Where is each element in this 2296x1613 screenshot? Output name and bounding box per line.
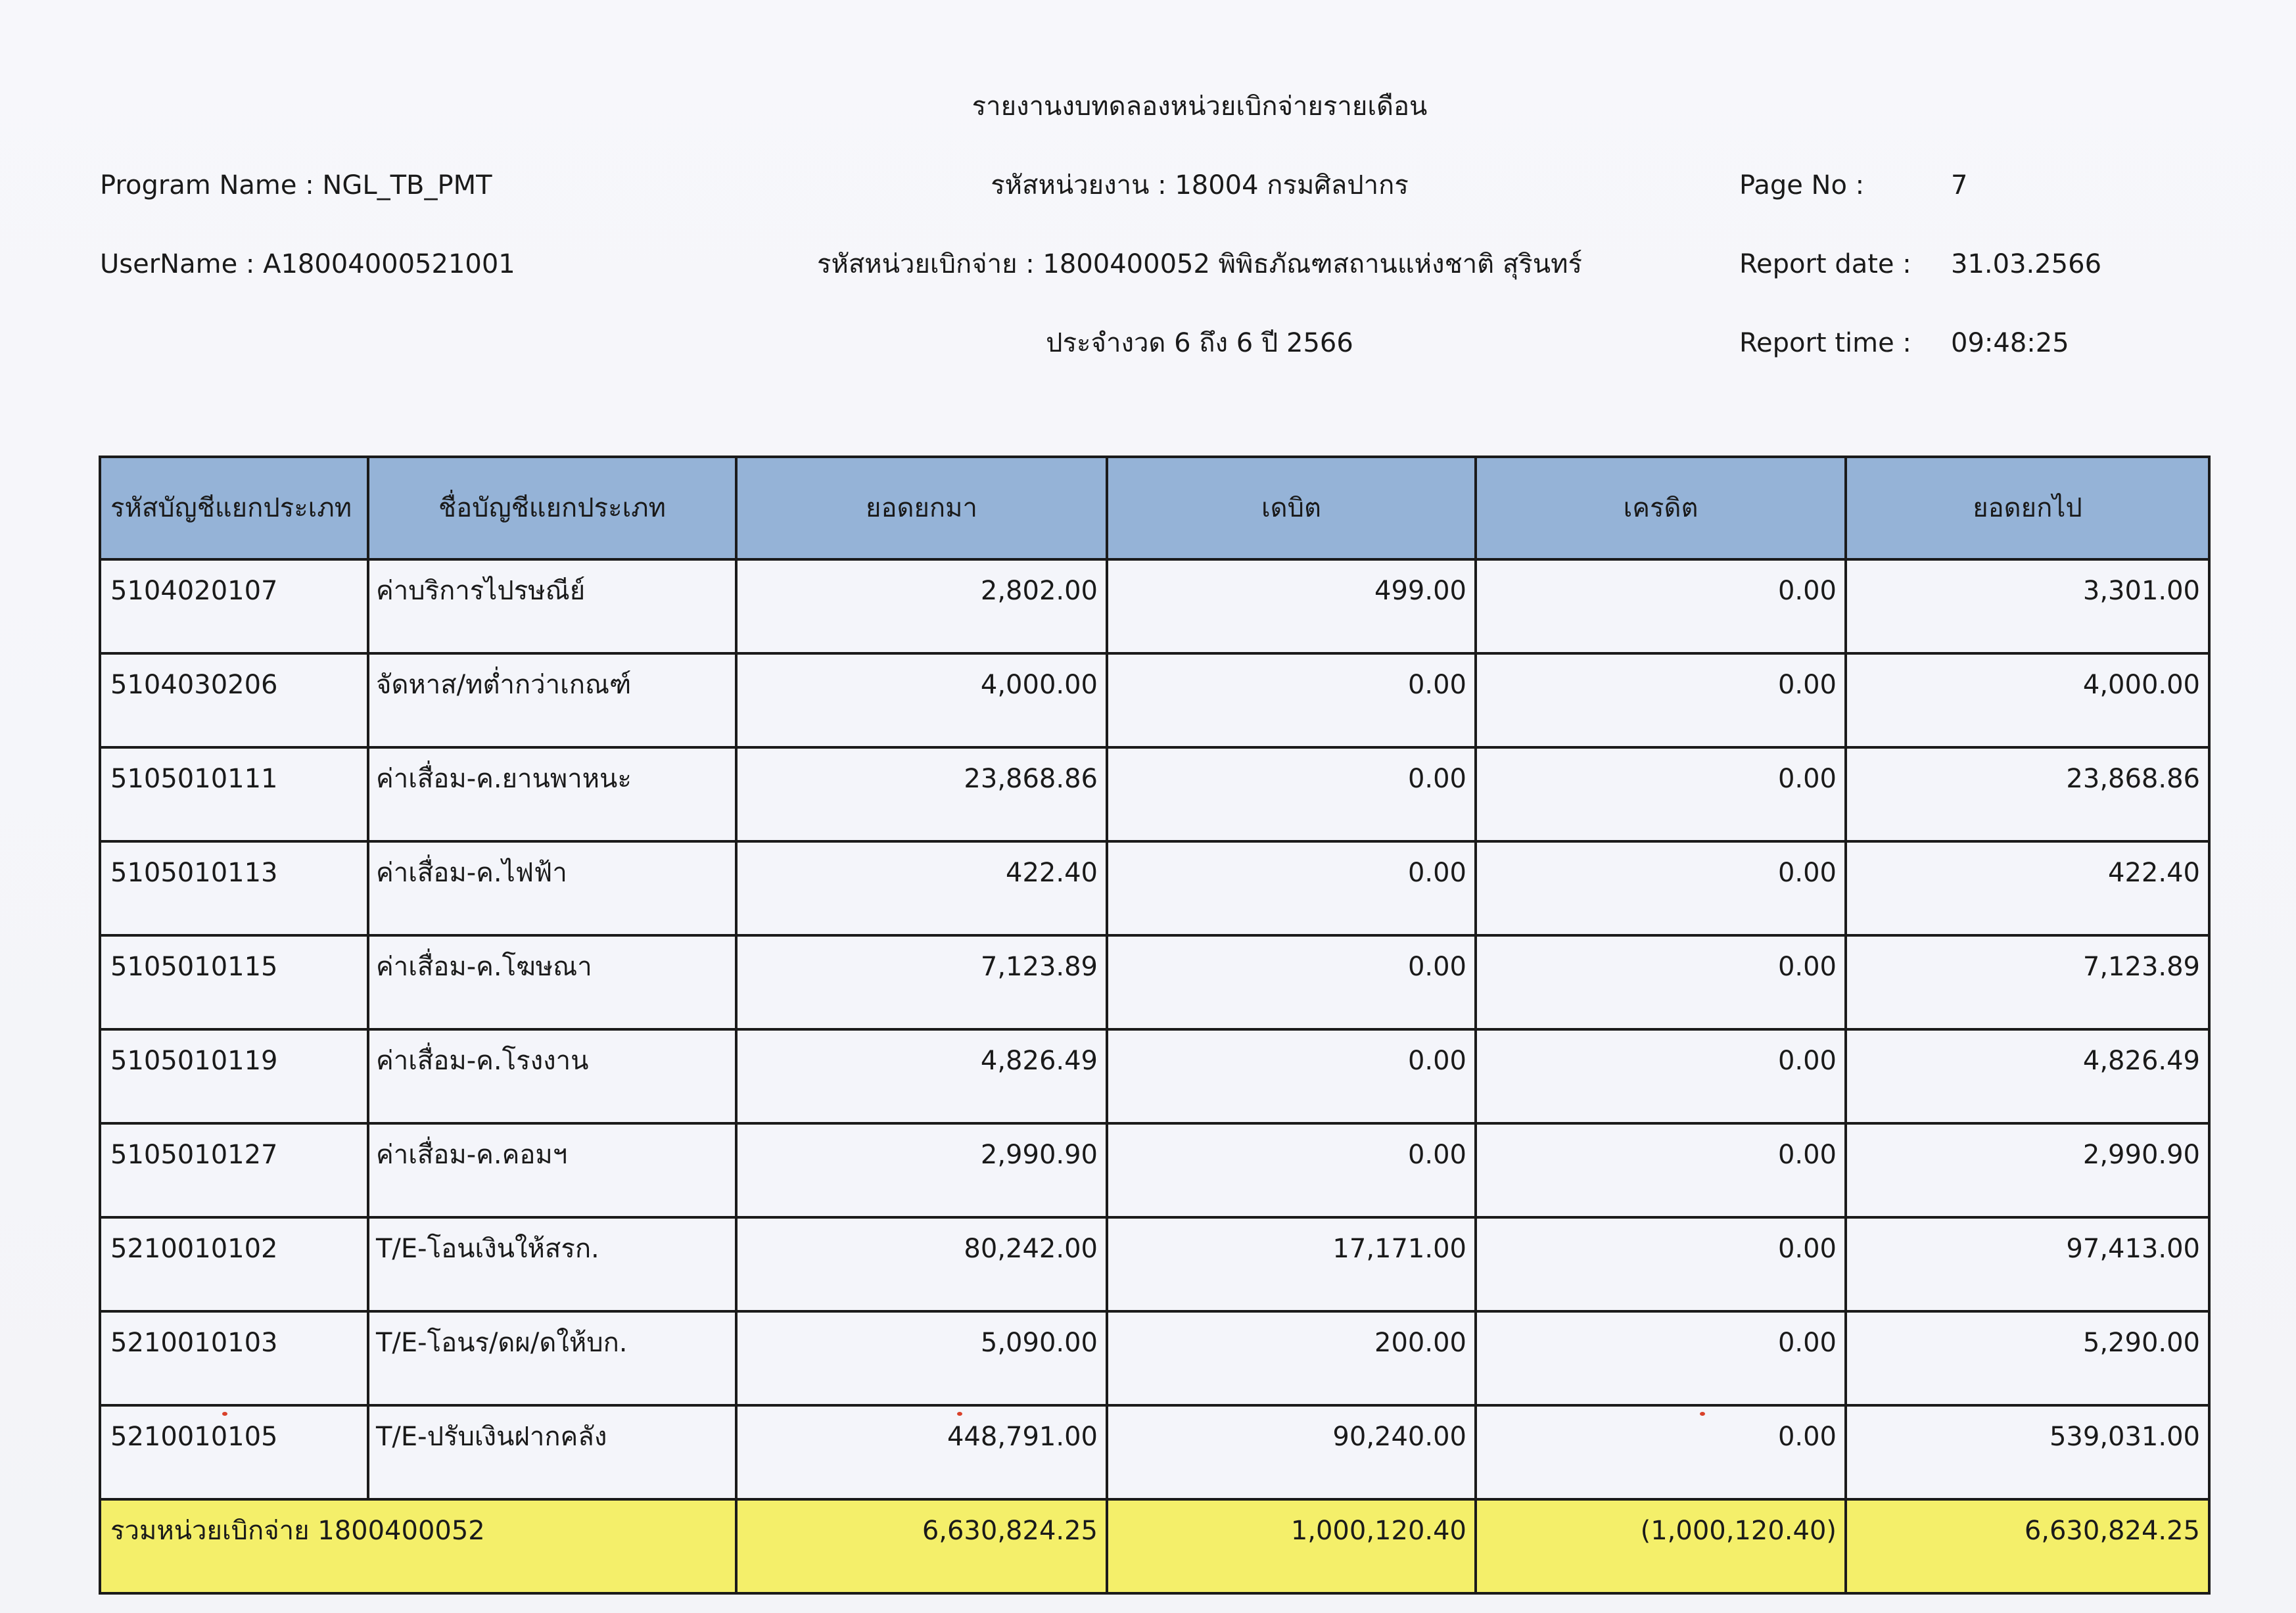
trial-balance-table [99, 456, 2211, 1595]
carried-forward: 23,868.86 [1846, 747, 2209, 841]
header-carried-forward: ยอดยกไป [1846, 457, 2209, 559]
brought-forward: 80,242.00 [736, 1217, 1107, 1311]
total-label: รวมหน่วยเบิกจ่าย 1800400052 [100, 1499, 736, 1593]
account-name: จัดหาส/ทต่ำกว่าเกณฑ์ [368, 653, 736, 747]
account-code: 5105010127 [100, 1123, 368, 1217]
brought-forward: 448,791.00 [736, 1405, 1107, 1499]
credit: 0.00 [1476, 1405, 1846, 1499]
tick-mark [222, 1412, 227, 1416]
debit: 90,240.00 [1107, 1405, 1476, 1499]
page-no-value: 7 [1951, 170, 1968, 200]
table-row [100, 559, 2209, 653]
brought-forward: 4,000.00 [736, 653, 1107, 747]
carried-forward: 3,301.00 [1846, 559, 2209, 653]
brought-forward: 5,090.00 [736, 1311, 1107, 1405]
report-date-value: 31.03.2566 [1951, 249, 2102, 279]
account-name: ค่าเสื่อม-ค.ไฟฟ้า [368, 841, 736, 935]
credit: 0.00 [1476, 1217, 1846, 1311]
tick-mark [957, 1412, 962, 1416]
credit: 0.00 [1476, 653, 1846, 747]
disbursing-unit: รหัสหน่วยเบิกจ่าย : 1800400052 พิพิธภัณฑสถานแห่งชาติ สุรินทร์ [817, 249, 1582, 279]
table-row [100, 841, 2209, 935]
debit: 17,171.00 [1107, 1217, 1476, 1311]
credit: 0.00 [1476, 1311, 1846, 1405]
account-code: 5105010111 [100, 747, 368, 841]
brought-forward: 23,868.86 [736, 747, 1107, 841]
credit: 0.00 [1476, 841, 1846, 935]
debit: 0.00 [1107, 841, 1476, 935]
report-period: ประจำงวด 6 ถึง 6 ปี 2566 [1046, 328, 1353, 358]
table-row [100, 1029, 2209, 1123]
total-debit: 1,000,120.40 [1107, 1499, 1476, 1593]
header-debit: เดบิต [1107, 457, 1476, 559]
header-account-code: รหัสบัญชีแยกประเภท [100, 457, 368, 559]
brought-forward: 2,990.90 [736, 1123, 1107, 1217]
brought-forward: 7,123.89 [736, 935, 1107, 1029]
account-code: 5105010119 [100, 1029, 368, 1123]
carried-forward: 97,413.00 [1846, 1217, 2209, 1311]
carried-forward: 5,290.00 [1846, 1311, 2209, 1405]
account-name: ค่าเสื่อม-ค.คอมฯ [368, 1123, 736, 1217]
report-time-value: 09:48:25 [1951, 328, 2069, 358]
report-date-label: Report date : [1739, 249, 1911, 279]
brought-forward: 2,802.00 [736, 559, 1107, 653]
total-credit: (1,000,120.40) [1476, 1499, 1846, 1593]
account-code: 5210010105 [100, 1405, 368, 1499]
carried-forward: 422.40 [1846, 841, 2209, 935]
debit: 0.00 [1107, 935, 1476, 1029]
table-row [100, 653, 2209, 747]
account-code: 5105010113 [100, 841, 368, 935]
debit: 0.00 [1107, 653, 1476, 747]
debit: 0.00 [1107, 1029, 1476, 1123]
debit: 499.00 [1107, 559, 1476, 653]
credit: 0.00 [1476, 935, 1846, 1029]
table-row [100, 1311, 2209, 1405]
table-row [100, 935, 2209, 1029]
account-code: 5104030206 [100, 653, 368, 747]
program-name: Program Name : NGL_TB_PMT [100, 170, 492, 200]
account-name: T/E-ปรับเงินฝากคลัง [368, 1405, 736, 1499]
account-name: ค่าเสื่อม-ค.โฆษณา [368, 935, 736, 1029]
account-name: T/E-โอนเงินให้สรก. [368, 1217, 736, 1311]
agency-code: รหัสหน่วยงาน : 18004 กรมศิลปากร [991, 170, 1409, 200]
table-row [100, 747, 2209, 841]
carried-forward: 7,123.89 [1846, 935, 2209, 1029]
brought-forward: 4,826.49 [736, 1029, 1107, 1123]
report-title: รายงานงบทดลองหน่วยเบิกจ่ายรายเดือน [972, 91, 1428, 122]
credit: 0.00 [1476, 1123, 1846, 1217]
brought-forward: 422.40 [736, 841, 1107, 935]
account-code: 5105010115 [100, 935, 368, 1029]
account-code: 5210010102 [100, 1217, 368, 1311]
username: UserName : A18004000521001 [100, 249, 515, 279]
account-name: ค่าบริการไปรษณีย์ [368, 559, 736, 653]
carried-forward: 4,826.49 [1846, 1029, 2209, 1123]
debit: 0.00 [1107, 1123, 1476, 1217]
carried-forward: 4,000.00 [1846, 653, 2209, 747]
total-carried-forward: 6,630,824.25 [1846, 1499, 2209, 1593]
table-row [100, 1123, 2209, 1217]
carried-forward: 539,031.00 [1846, 1405, 2209, 1499]
header-credit: เครดิต [1476, 457, 1846, 559]
account-code: 5104020107 [100, 559, 368, 653]
table-row [100, 1405, 2209, 1499]
debit: 200.00 [1107, 1311, 1476, 1405]
report-time-label: Report time : [1739, 328, 1911, 358]
account-name: ค่าเสื่อม-ค.ยานพาหนะ [368, 747, 736, 841]
credit: 0.00 [1476, 559, 1846, 653]
table-row [100, 1217, 2209, 1311]
debit: 0.00 [1107, 747, 1476, 841]
credit: 0.00 [1476, 747, 1846, 841]
account-name: ค่าเสื่อม-ค.โรงงาน [368, 1029, 736, 1123]
credit: 0.00 [1476, 1029, 1846, 1123]
account-code: 5210010103 [100, 1311, 368, 1405]
total-brought-forward: 6,630,824.25 [736, 1499, 1107, 1593]
carried-forward: 2,990.90 [1846, 1123, 2209, 1217]
header-account-name: ชื่อบัญชีแยกประเภท [368, 457, 736, 559]
page-no-label: Page No : [1739, 170, 1865, 200]
tick-mark [1700, 1412, 1705, 1416]
account-name: T/E-โอนร/ดผ/ดให้บก. [368, 1311, 736, 1405]
total-row [100, 1499, 2209, 1593]
table-header-row [100, 457, 2209, 559]
header-brought-forward: ยอดยกมา [736, 457, 1107, 559]
